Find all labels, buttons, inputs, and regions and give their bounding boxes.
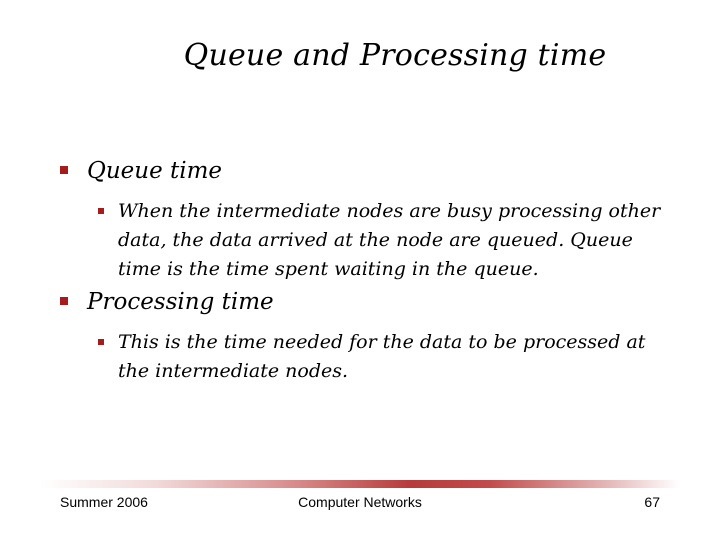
- square-bullet-icon: [60, 297, 68, 305]
- footer-accent-bar: [40, 480, 680, 488]
- sub-bullet-text: When the intermediate nodes are busy processing other data, the data arrived at the node are queued. Queue time is the time spent waiting in the queue.: [118, 200, 661, 280]
- bullet-label: Queue time: [87, 158, 223, 184]
- sub-bullet-processing-time: [98, 328, 668, 386]
- sub-bullet-queue-time: [98, 197, 668, 284]
- page-number: 67: [644, 494, 660, 510]
- bullet-label: Processing time: [87, 289, 274, 315]
- slide-title: Queue and Processing time: [183, 38, 607, 73]
- sub-bullet-text: This is the time needed for the data to be processed at the intermediate nodes.: [118, 331, 646, 382]
- bullet-processing-time: [60, 289, 274, 315]
- square-bullet-icon: [60, 166, 68, 174]
- square-bullet-icon: [98, 339, 104, 345]
- square-bullet-icon: [98, 208, 104, 214]
- footer-date: Summer 2006: [60, 494, 148, 510]
- footer-course-title: Computer Networks: [298, 494, 422, 510]
- bullet-queue-time: [60, 158, 222, 184]
